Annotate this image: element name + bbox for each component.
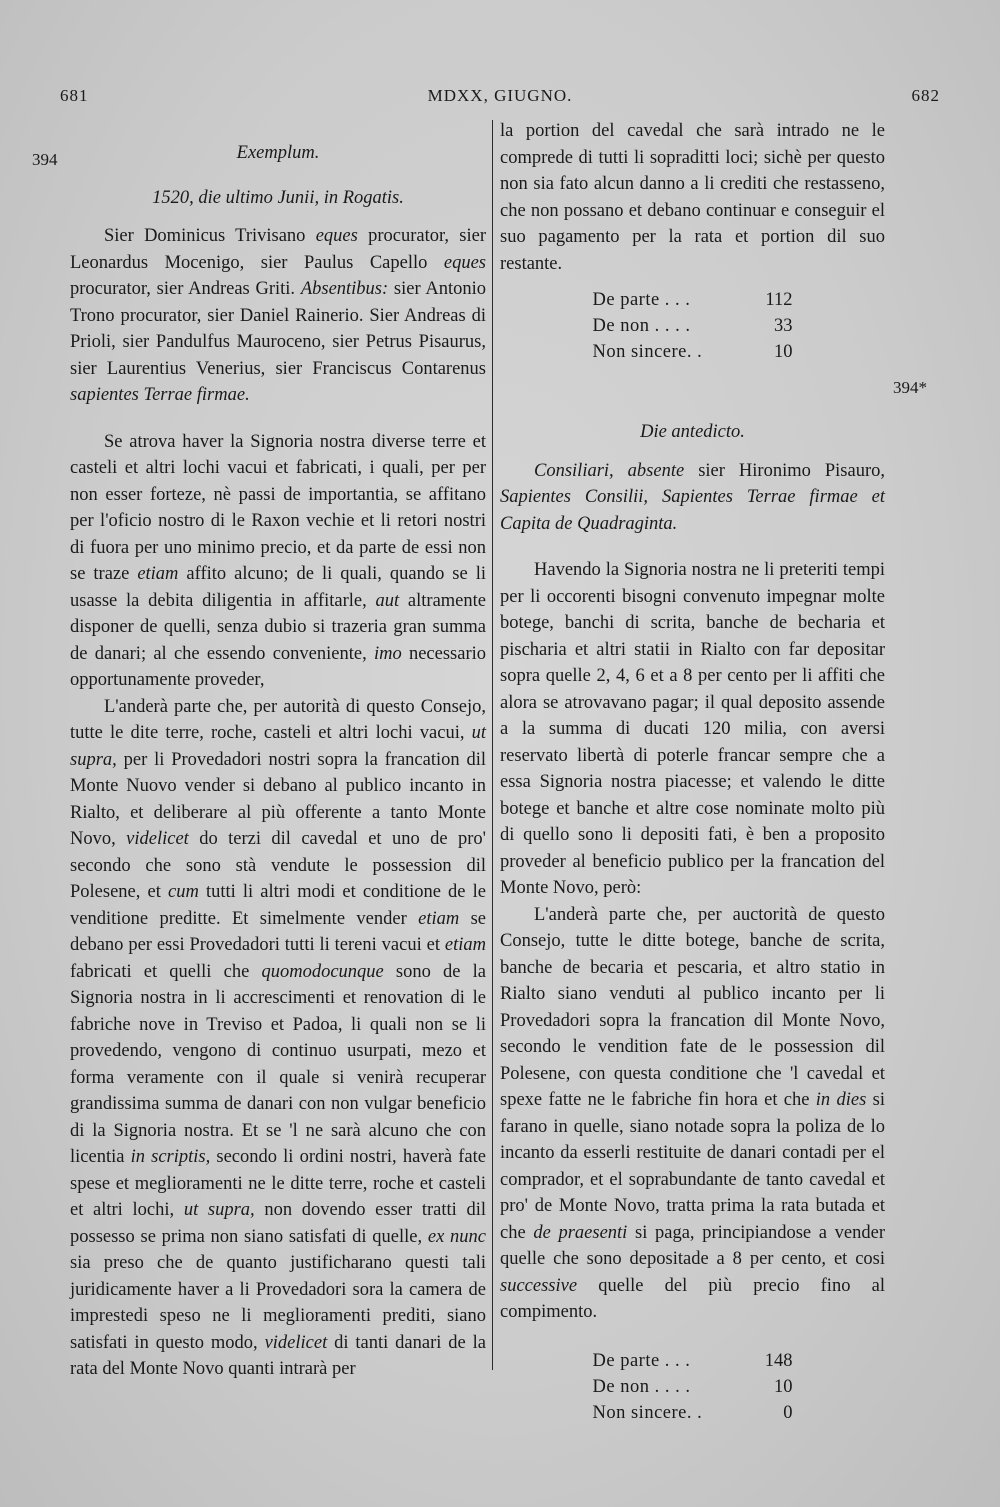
running-head bbox=[60, 86, 940, 116]
margin-number-right: 394* bbox=[893, 378, 927, 397]
margin-number-left: 394 bbox=[32, 150, 58, 169]
paragraph-resolution: L'anderà parte che, per autorità di questo Consejo, tutte le dite terre, roche, casteli et altri lochi vacui, ut supra, per li Provedadori nostri sopra la francation dil Monte Nuovo vender si debano al publico incanto in Rialto, et deliberare al più offerente a tanto Monte Novo, videlicet do terzi dil cavedal et uno de pro' secondo che sono stà vendute le possession dil Polesene, et cum tutti li altri modi et conditione de le venditione preditte. Et simelmente vender etiam se debano per essi Provedadori tutti li tereni vacui et etiam fabricati et quelli che quomodocunque sono de la Signoria nostra in li accrescimenti et renovation di le fabriche nove in Treviso et Padoa, li quali non se li provedendo, vengono di continuo usurpati, mezo et forma veramente con il quale si venirà recuperar grandissima summa de danari con non vulgar beneficio di la Signoria nostra. Et se 'l ne sarà alcuno che con licentia in scriptis, secondo li ordini nostri, haverà fate spese et meglioramenti ne le ditte terre, roche et casteli et altri lochi, ut supra, non dovendo esser tratti dil possesso se prima non siano satisfati di quelle, ex nunc sia preso che de quanto justificharano questi tali juridicamente haver a li Provedadori sora la camera de imprestedi speso ne li meglioramenti prediti, siano satisfati in questo modo, videlicet di tanti danari de la rata del Monte Novo quanti intrarà per bbox=[70, 696, 487, 1379]
paragraph-attendance: Consiliari, absente sier Hironimo Pisauro, Sapientes Consilii, Sapientes Terrae firmae et Capita de Quadraginta. bbox=[500, 460, 886, 534]
vote-row: Non sincere. . 10 bbox=[592, 342, 793, 362]
paragraph-attendees: Sier Dominicus Trivisano eques procurator, sier Leonardus Mocenigo, sier Paulus Capello eques procurator, sier Andreas Griti. Absentibus: sier Antonio Trono procurator, sier Daniel Rainerio. Sier Andreas di Prioli, sier Pandulfus Mauroceno, sier Petrus Pisaurus, sier Laurentius Venerius, sier Franciscus Contarenus sapientes Terrae firmae. bbox=[70, 226, 486, 405]
section-heading-exemplum: Exemplum. bbox=[236, 143, 320, 163]
page-number-right: 682 bbox=[911, 86, 940, 105]
section-date: 1520, die ultimo Junii, in Rogatis. bbox=[152, 187, 404, 208]
section-heading-die-antedicto: Die antedicto. bbox=[640, 422, 745, 442]
vote-tally-1 bbox=[593, 287, 793, 365]
vote-row: De parte . . . 112 bbox=[592, 290, 793, 310]
paragraph-resolution-2: L'anderà parte che, per auctorità de questo Consejo, tutte le ditte botege, banche de scrita, banche de becaria et pescaria, et altro statio in Rialto siano venduti al publico incanto per li Provedadori sopra la francation dil Monte Novo, secondo le vendition fate de le possession dil Polesene, con questa conditione che 'l cavedal et spexe fatte ne le fabriche fin hora et che in dies si farano in quelle, siano notade sopra la poliza de lo incanto da esserli restituite de danari contadi per el comprador, et el soprabundante de tanto cavedal et pro' de Monte Novo, tratta prima la rata butada et che de praesenti si paga, principiandose a vender quelle che sono depositade a 8 per cento, et cosi successive quelle del più precio fino al compimento. bbox=[500, 904, 885, 1322]
paragraph-preamble-2: Havendo la Signoria nostra ne li preteriti tempi per li occorenti bisogni convenuto impegnar molte botege, banchi di scrita, banche de becharia et pischaria et altri statii in Rialto con far depositar sopra quelle 2, 4, 6 et a 8 per cento per li affiti che alora se atrovavano pagar; il qual deposito assende a la summa di ducati 120 milia, con aversi reservato libertà di poterle francar sempre che a essa Signoria nostra piacesse; et valendo le ditte botege et banche et altre cose nominate molto più di quello sono li depositi fati, è ben a proposito proveder al beneficio publico per la francation del Monte Novo, però: bbox=[500, 560, 885, 898]
column-divider bbox=[492, 120, 493, 1370]
vote-row: De non . . . . 10 bbox=[592, 1376, 793, 1397]
vote-row: De non . . . . 33 bbox=[592, 316, 793, 336]
vote-tally-2 bbox=[593, 1348, 793, 1426]
left-column bbox=[70, 118, 486, 1383]
vote-row: Non sincere. . 0 bbox=[592, 1402, 793, 1423]
vote-row: De parte . . . 148 bbox=[592, 1350, 793, 1371]
page-number-left: 681 bbox=[60, 86, 89, 105]
running-title: MDXX, GIUGNO. bbox=[427, 86, 573, 105]
paragraph-continuation: la portion del cavedal che sarà intrado ne le comprede di tutti li sopraditti loci; sichè per questo non sia fato alcun danno a li crediti che restasseno, che non possano et debano continuar e conseguir el suo pagamento per la rata et portion dil suo restante. bbox=[500, 121, 885, 274]
paragraph-preamble: Se atrova haver la Signoria nostra diverse terre et casteli et altri lochi vacui et fabricati, i quali, per per non esser forteze, nè passi de importantia, se affitano per l'oficio nostro di le Raxon vechie et li retori nostri di fuora per uno minimo precio, et da parte de essi non se traze etiam affito alcuno; de li quali, quando se li usasse la debita diligentia in affitarle, aut altramente disponer de quelli, senza dubio si trazeria gran summa de danari; al che essendo conveniente, imo necessario opportunamente proveder, bbox=[70, 431, 487, 690]
right-column bbox=[500, 118, 885, 1426]
